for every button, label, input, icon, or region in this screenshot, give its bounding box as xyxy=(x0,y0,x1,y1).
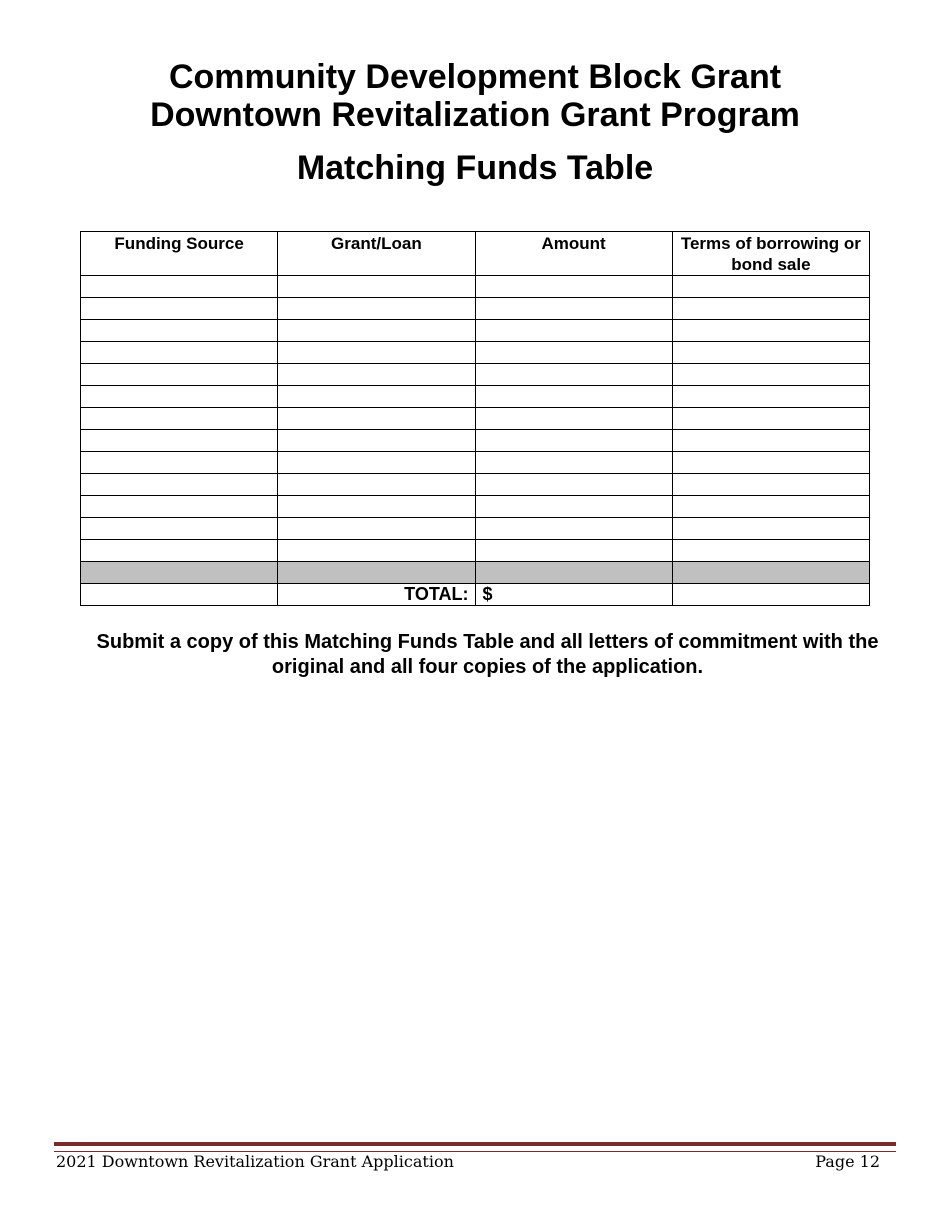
column-header-terms: Terms of borrowing or bond sale xyxy=(672,232,869,276)
table-row xyxy=(81,452,870,474)
table-row xyxy=(81,298,870,320)
funding-source-cell[interactable] xyxy=(81,452,278,474)
amount-cell[interactable] xyxy=(475,408,672,430)
table-row xyxy=(81,496,870,518)
terms-cell[interactable] xyxy=(672,276,869,298)
table-cell xyxy=(672,562,869,584)
grant-loan-cell[interactable] xyxy=(278,408,475,430)
grant-loan-cell[interactable] xyxy=(278,276,475,298)
funding-source-cell[interactable] xyxy=(81,430,278,452)
terms-cell[interactable] xyxy=(672,540,869,562)
funding-source-cell[interactable] xyxy=(81,496,278,518)
table-row xyxy=(81,276,870,298)
column-header-amount: Amount xyxy=(475,232,672,276)
column-header-grant-loan: Grant/Loan xyxy=(278,232,475,276)
total-row-blank-cell xyxy=(81,584,278,606)
funding-source-cell[interactable] xyxy=(81,320,278,342)
table-row xyxy=(81,474,870,496)
table-row xyxy=(81,430,870,452)
amount-cell[interactable] xyxy=(475,320,672,342)
total-row-blank-cell xyxy=(672,584,869,606)
terms-cell[interactable] xyxy=(672,386,869,408)
terms-cell[interactable] xyxy=(672,430,869,452)
grant-loan-cell[interactable] xyxy=(278,474,475,496)
terms-cell[interactable] xyxy=(672,518,869,540)
funding-source-cell[interactable] xyxy=(81,386,278,408)
footer-document-title: 2021 Downtown Revitalization Grant Application xyxy=(56,1152,454,1171)
page-subtitle: Matching Funds Table xyxy=(296,149,654,187)
terms-cell[interactable] xyxy=(672,298,869,320)
footer-page-number: Page 12 xyxy=(815,1152,880,1171)
table-row xyxy=(81,342,870,364)
title-line-2: Downtown Revitalization Grant Program xyxy=(150,96,800,134)
table-header-row xyxy=(81,232,870,276)
grant-loan-cell[interactable] xyxy=(278,540,475,562)
amount-cell[interactable] xyxy=(475,474,672,496)
terms-cell[interactable] xyxy=(672,364,869,386)
grant-loan-cell[interactable] xyxy=(278,518,475,540)
total-row xyxy=(81,584,870,606)
footer-rule xyxy=(54,1142,896,1152)
grant-loan-cell[interactable] xyxy=(278,386,475,408)
table-cell xyxy=(475,562,672,584)
grant-loan-cell[interactable] xyxy=(278,452,475,474)
total-amount-field[interactable]: $ xyxy=(475,584,672,606)
terms-cell[interactable] xyxy=(672,474,869,496)
table-cell xyxy=(278,562,475,584)
amount-cell[interactable] xyxy=(475,518,672,540)
matching-funds-table xyxy=(80,231,870,606)
terms-cell[interactable] xyxy=(672,408,869,430)
funding-source-cell[interactable] xyxy=(81,342,278,364)
amount-cell[interactable] xyxy=(475,298,672,320)
grant-loan-cell[interactable] xyxy=(278,298,475,320)
title-line-1: Community Development Block Grant xyxy=(168,58,782,96)
grant-loan-cell[interactable] xyxy=(278,320,475,342)
funding-source-cell[interactable] xyxy=(81,540,278,562)
funding-source-cell[interactable] xyxy=(81,364,278,386)
grant-loan-cell[interactable] xyxy=(278,342,475,364)
shaded-separator-row xyxy=(81,562,870,584)
amount-cell[interactable] xyxy=(475,386,672,408)
submission-instructions: Submit a copy of this Matching Funds Table and all letters of commitment with the original and all four copies of the application. xyxy=(96,631,879,678)
table-body xyxy=(81,276,870,606)
funding-source-cell[interactable] xyxy=(81,518,278,540)
amount-cell[interactable] xyxy=(475,496,672,518)
amount-cell[interactable] xyxy=(475,276,672,298)
table-cell xyxy=(81,562,278,584)
table-row xyxy=(81,408,870,430)
amount-cell[interactable] xyxy=(475,342,672,364)
funding-source-cell[interactable] xyxy=(81,474,278,496)
terms-cell[interactable] xyxy=(672,342,869,364)
table-row xyxy=(81,320,870,342)
grant-loan-cell[interactable] xyxy=(278,496,475,518)
table-row xyxy=(81,364,870,386)
table-row xyxy=(81,540,870,562)
terms-cell[interactable] xyxy=(672,452,869,474)
funding-source-cell[interactable] xyxy=(81,408,278,430)
amount-cell[interactable] xyxy=(475,430,672,452)
grant-loan-cell[interactable] xyxy=(278,364,475,386)
funding-source-cell[interactable] xyxy=(81,276,278,298)
amount-cell[interactable] xyxy=(475,540,672,562)
amount-cell[interactable] xyxy=(475,452,672,474)
terms-cell[interactable] xyxy=(672,496,869,518)
grant-loan-cell[interactable] xyxy=(278,430,475,452)
terms-cell[interactable] xyxy=(672,320,869,342)
table-row xyxy=(81,386,870,408)
total-label: TOTAL: xyxy=(278,584,475,606)
table-row xyxy=(81,518,870,540)
amount-cell[interactable] xyxy=(475,364,672,386)
column-header-funding-source: Funding Source xyxy=(81,232,278,276)
funding-source-cell[interactable] xyxy=(81,298,278,320)
